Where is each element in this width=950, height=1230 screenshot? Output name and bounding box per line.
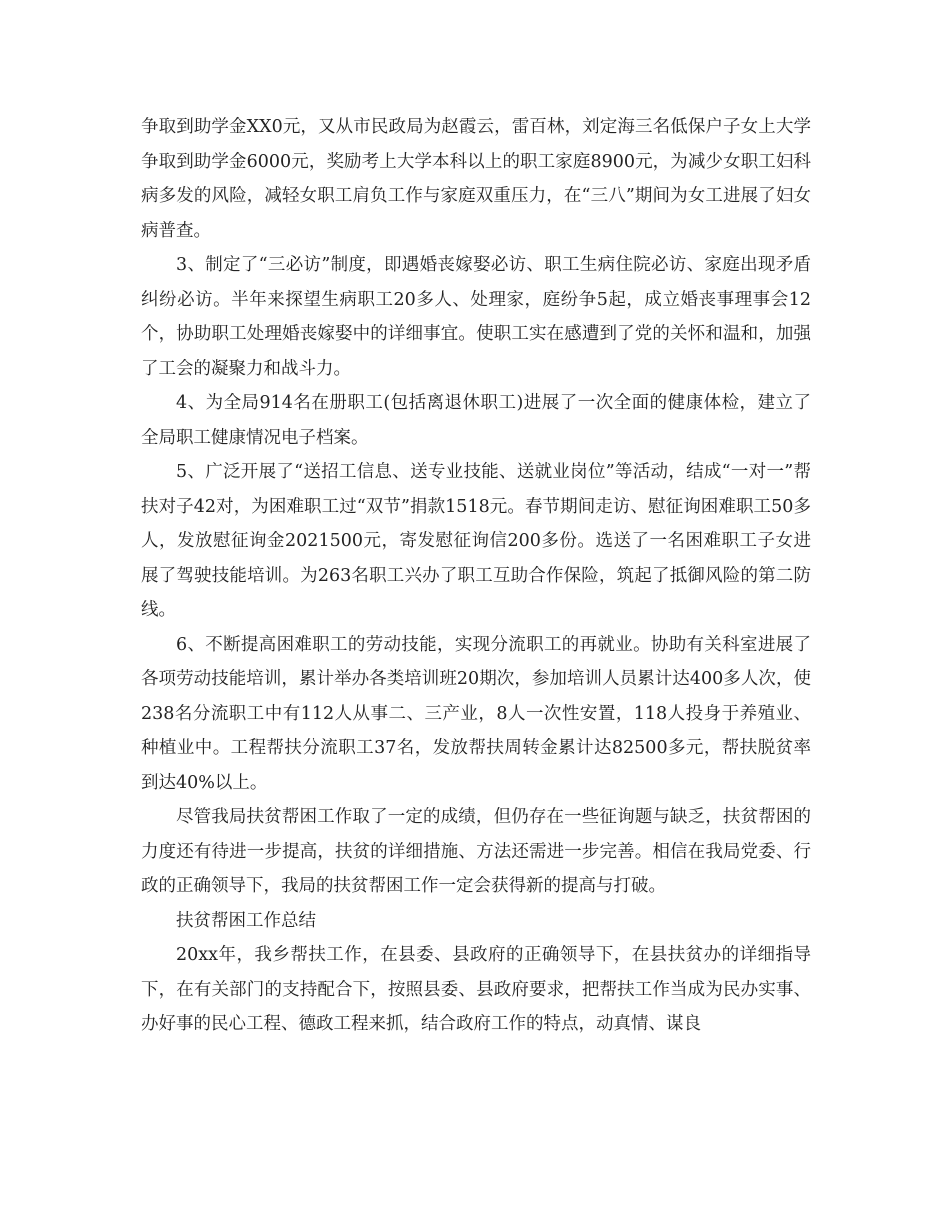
paragraph-item-5: 5、广泛开展了“送招工信息、送专业技能、送就业岗位”等活动，结成“一对一”帮扶对子42对，为困难职工过“双节”捐款1518元。春节期间走访、慰征询困难职工50多人，发放慰征询金2021500元，寄发慰征询信200多份。选送了一名困难职工子女进展了驾驶技能培训。为263名职工兴办了职工互助合作保险，筑起了抵御风险的第二防线。 bbox=[141, 462, 811, 620]
paragraph-item-6: 6、不断提高困难职工的劳动技能，实现分流职工的再就业。协助有关科室进展了各项劳动技能培训，累计举办各类培训班20期次，参加培训人员累计达400多人次，使238名分流职工中有112人从事二、三产业，8人一次性安置，118人投身于养殖业、种植业中。工程帮扶分流职工37名，发放帮扶周转金累计达82500多元，帮扶脱贫率到达40%以上。 bbox=[141, 634, 811, 793]
paragraph-continuation: 争取到助学金XX0元，又从市民政局为赵霞云，雷百林，刘定海三名低保户子女上大学争取到助学金6000元，奖励考上大学本科以上的职工家庭8900元，为减少女职工妇科病多发的风险，减轻女职工肩负工作与家庭双重压力，在“三八”期间为女工进展了妇女病普查。 bbox=[141, 117, 811, 241]
paragraph-summary: 尽管我局扶贫帮困工作取了一定的成绩，但仍存在一些征询题与缺乏，扶贫帮困的力度还有待进一步提高，扶贫的详细措施、方法还需进一步完善。相信在我局党委、行政的正确领导下，我局的扶贫帮困工作一定会获得新的提高与打破。 bbox=[141, 807, 811, 896]
paragraph-intro: 20xx年，我乡帮扶工作，在县委、县政府的正确领导下，在县扶贫办的详细指导下，在有关部门的支持配合下，按照县委、县政府要求，把帮扶工作当成为民办实事、办好事的民心工程、德政工程来抓，结合政府工作的特点，动真情、谋良 bbox=[141, 945, 811, 1034]
document-body bbox=[141, 110, 811, 1042]
section-heading: 扶贫帮困工作总结 bbox=[176, 910, 316, 931]
paragraph-item-4: 4、为全局914名在册职工(包括离退休职工)进展了一次全面的健康体检，建立了全局职工健康情况电子档案。 bbox=[141, 393, 811, 448]
paragraph-item-3: 3、制定了“三必访”制度，即遇婚丧嫁娶必访、职工生病住院必访、家庭出现矛盾纠纷必访。半年来探望生病职工20多人、处理家，庭纷争5起，成立婚丧事理事会12个，协助职工处理婚丧嫁娶中的详细事宜。使职工实在感遭到了党的关怀和温和，加强了工会的凝聚力和战斗力。 bbox=[141, 255, 811, 379]
